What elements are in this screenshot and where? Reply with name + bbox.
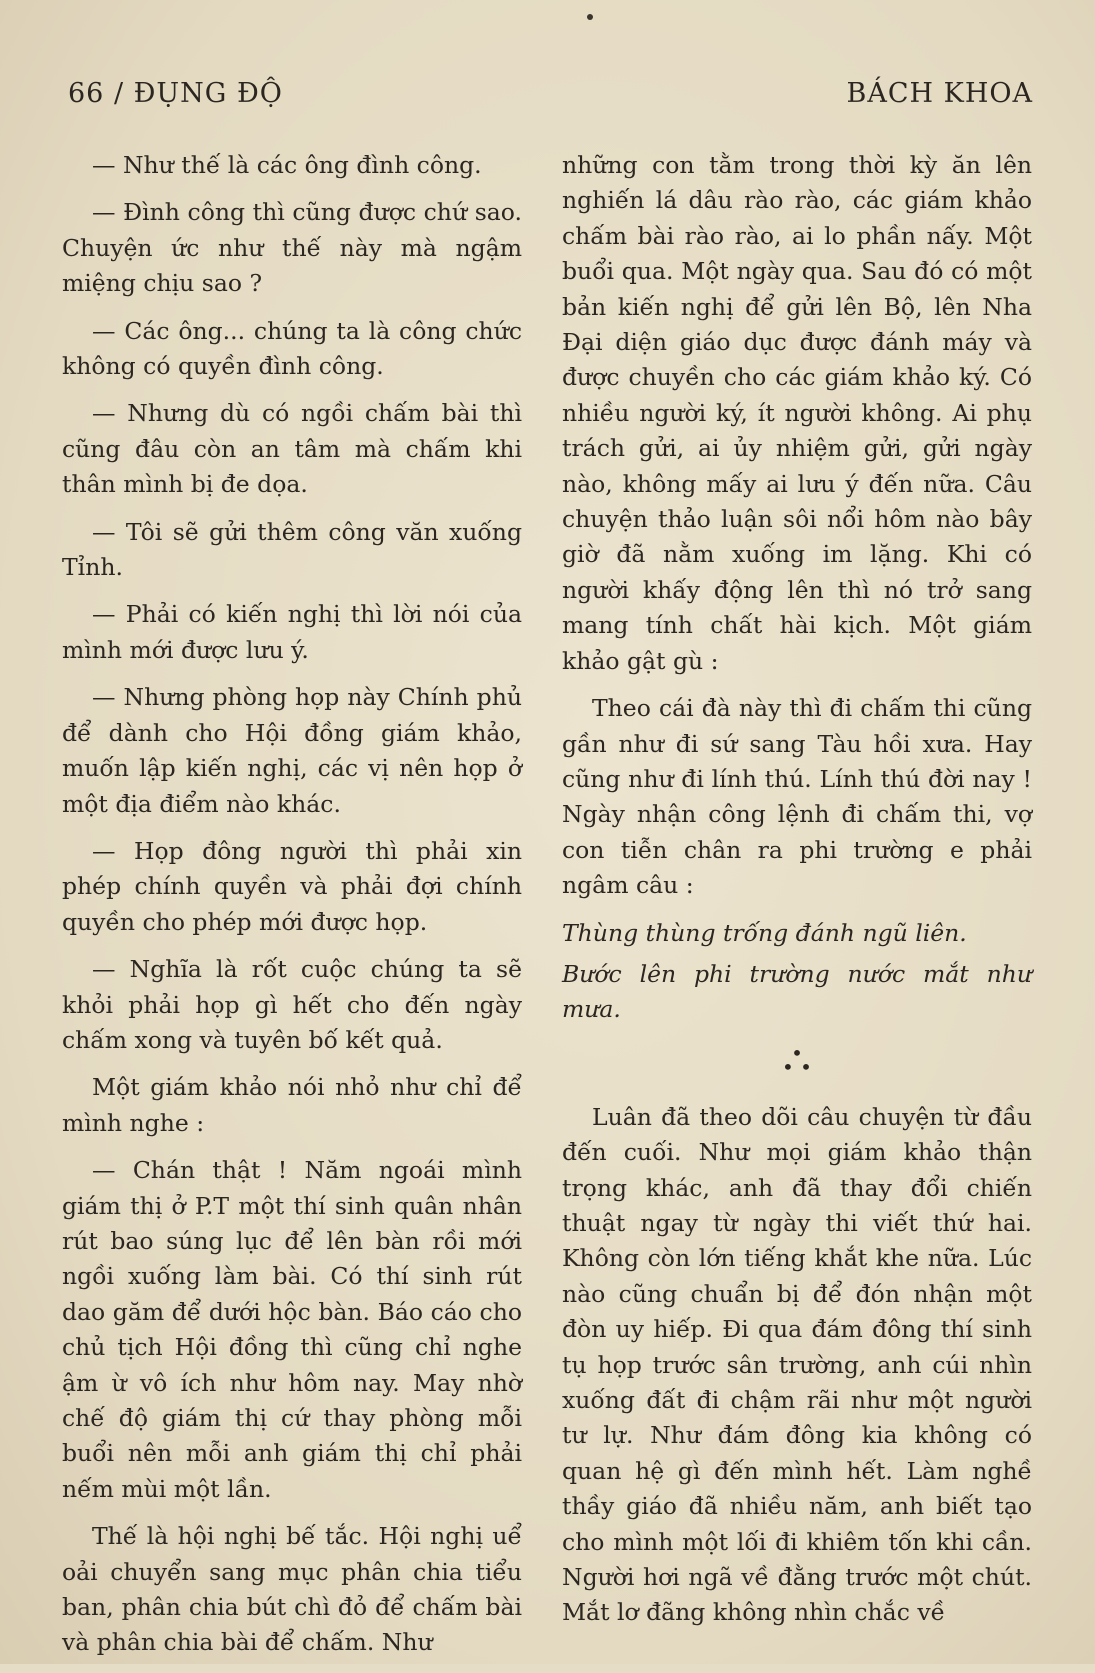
paragraph: — Tôi sẽ gửi thêm công văn xuống Tỉnh.: [62, 517, 522, 582]
verse-line: Thùng thùng trống đánh ngũ liên.: [562, 918, 967, 947]
paragraph: — Chán thật ! Năm ngoái mình giám thị ở P.T một thí sinh quân nhân rút bao súng lục để lên bàn rồi mới ngồi xuống làm bài. Có thí sinh rút dao găm để dưới hộc bàn. Báo cáo cho chủ tịch Hội đồng thì cũng chỉ nghe ậm ừ vô ích như hôm nay. May nhờ chế độ giám thị cứ thay phòng mỗi buổi nên mỗi anh giám thị chỉ phải nếm mùi một lần.: [62, 1156, 522, 1503]
paragraph: — Các ông... chúng ta là công chức không có quyền đình công.: [62, 316, 522, 381]
page-header: [68, 78, 1033, 118]
paragraph: — Nhưng dù có ngồi chấm bài thì cũng đâu còn an tâm mà chấm khi thân mình bị đe dọa.: [62, 399, 522, 499]
ink-dot: [587, 14, 593, 20]
paragraph: — Nghĩa là rốt cuộc chúng ta sẽ khỏi phải họp gì hết cho đến ngày chấm xong và tuyên bố kết quả.: [62, 955, 522, 1054]
paragraph: — Đình công thì cũng được chứ sao. Chuyện ức như thế này mà ngậm miệng chịu sao ?: [62, 198, 522, 298]
paragraph: Thế là hội nghị bế tắc. Hội nghị uể oải chuyển sang mục phân chia tiểu ban, phân chia bút chì đỏ để chấm bài và phân chia bài để chấm. Như: [62, 1522, 522, 1657]
paragraph: — Nhưng phòng họp này Chính phủ để dành cho Hội đồng giám khảo, muốn lập kiến nghị, các vị nên họp ở một địa điểm nào khác.: [62, 683, 522, 818]
paragraph: — Họp đông người thì phải xin phép chính quyền và phải đợi chính quyền cho phép mới được họp.: [62, 836, 522, 936]
paragraph: Một giám khảo nói nhỏ như chỉ để mình nghe :: [62, 1073, 522, 1137]
right-column: [562, 148, 1032, 1643]
quote-paragraph: Theo cái đà này thì đi chấm thi cũng gần như đi sứ sang Tàu hồi xưa. Hay cũng như đi lính thú. Lính thú đời nay ! Ngày nhận công lệnh đi chấm thi, vợ con tiễn chân ra phi trường e phải ngâm câu :: [562, 694, 1032, 900]
paragraph: — Như thế là các ông đình công.: [92, 151, 482, 179]
verse-line: Bước lên phi trường nước mắt như mưa.: [562, 959, 1032, 1024]
paragraph: Luân đã theo dõi câu chuyện từ đầu đến cuối. Như mọi giám khảo thận trọng khác, anh đã thay đổi chiến thuật ngay từ ngày thi viết thứ hai. Không còn lớn tiếng khắt khe nữa. Lúc nào cũng chuẩn bị để đón nhận một đòn uy hiếp. Đi qua đám đông thí sinh tụ họp trước sân trường, anh cúi nhìn xuống đất đi chậm rãi như một người tư lự. Như đám đông kia không có quan hệ gì đến mình hết. Làm nghề thầy giáo đã nhiều năm, anh biết tạo cho mình một lối đi khiêm tốn khi cần. Người hơi ngã về đằng trước một chút. Mắt lơ đãng không nhìn chắc về: [562, 1102, 1032, 1627]
magazine-title: BÁCH KHOA: [846, 78, 1033, 109]
page-number-chapter: 66 / ĐỤNG ĐỘ: [68, 78, 283, 109]
section-separator: • • •: [782, 1040, 812, 1079]
paragraph: — Phải có kiến nghị thì lời nói của mình mới được lưu ý.: [62, 600, 522, 664]
left-column: [62, 148, 522, 1673]
paragraph: những con tằm trong thời kỳ ăn lên nghiến lá dâu rào rào, các giám khảo chấm bài rào rào, ai lo phần nấy. Một buổi qua. Một ngày qua. Sau đó có một bản kiến nghị để gửi lên Bộ, lên Nha Đại diện giáo dục được đánh máy và được chuyền cho các giám khảo ký. Có nhiều người ký, ít người không. Ai phụ trách gửi, ai ủy nhiệm gửi, gửi ngày nào, không mấy ai lưu ý đến nữa. Câu chuyện thảo luận sôi nổi hôm nào bây giờ đã nằm xuống im lặng. Khi có người khấy động lên thì nó trở sang mang tính chất hài kịch. Một giám khảo gật gù :: [562, 151, 1032, 675]
